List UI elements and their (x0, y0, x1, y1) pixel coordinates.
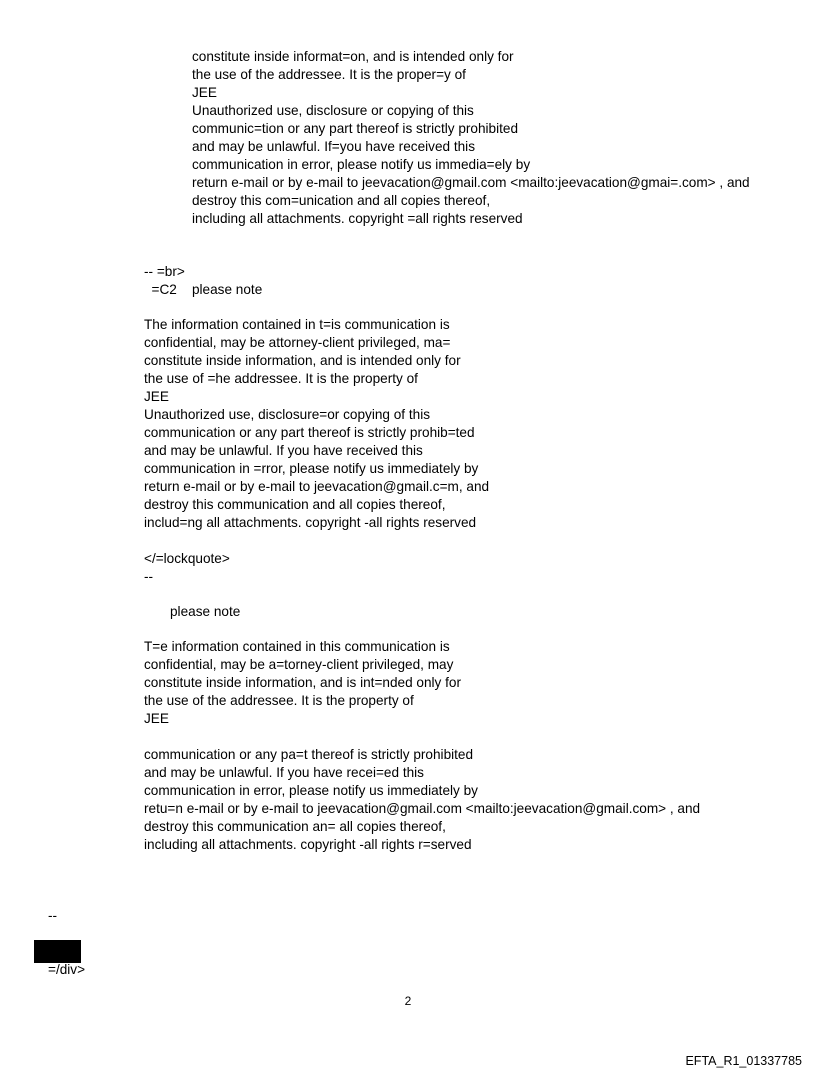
text-line: destroy this com=unication and all copies thereof, (192, 193, 491, 208)
text-line: JEE (144, 389, 169, 404)
please-note-heading (170, 603, 240, 621)
text-line: return e-mail or by e-mail to jeevacation@gmail.c=m, and (144, 479, 490, 494)
text-line: communic=tion or any part thereof is strictly prohibited (192, 121, 519, 136)
text-line: the use of =he addressee. It is the property of (144, 371, 418, 386)
blockquote-close (144, 550, 230, 586)
text-line: T=e information contained in this communication is (144, 639, 450, 654)
page-number: 2 (404, 994, 412, 1008)
text-line: JEE (144, 711, 169, 726)
text-line: Unauthorized use, disclosure=or copying of this (144, 407, 431, 422)
text-line: communication in error, please notify us immediately by (144, 783, 478, 798)
text-line: communication or any part thereof is strictly prohib=ted (144, 425, 475, 440)
text-line: please note (170, 604, 241, 619)
text-line: confidential, may be attorney-client privileged, ma= (144, 335, 451, 350)
text-line: constitute inside information, and is int=nded only for (144, 675, 461, 690)
text-line: communication in error, please notify us immedia=ely by (192, 157, 531, 172)
text-line: communication or any pa=t thereof is strictly prohibited (144, 747, 474, 762)
text-line: confidential, may be a=torney-client privileged, may (144, 657, 454, 672)
text-line: JEE (192, 85, 217, 100)
redaction-box (34, 940, 81, 963)
text-line: -- (144, 569, 154, 584)
text-line: and may be unlawful. If you have recei=ed this (144, 765, 424, 780)
document-id: EFTA_R1_01337785 (685, 1054, 802, 1068)
text-line: retu=n e-mail or by e-mail to jeevacation@gmail.com <mailto:jeevacation@gmail.com> , and (144, 801, 701, 816)
quoted-disclaimer-top (192, 48, 750, 228)
signature-separator (144, 263, 262, 299)
text-line: and may be unlawful. If you have received this (144, 443, 423, 458)
disclaimer-middle (144, 316, 489, 532)
text-line: the use of the addressee. It is the proper=y of (192, 67, 466, 82)
text-line: The information contained in t=is communication is (144, 317, 450, 332)
text-line: and may be unlawful. If=you have received this (192, 139, 475, 154)
disclaimer-bottom-part2 (144, 746, 700, 854)
text-line: -- =br> (144, 264, 185, 279)
text-line: return e-mail or by e-mail to jeevacation@gmail.com <mailto:jeevacation@gmai=.com> , and (192, 175, 750, 190)
text-line: destroy this communication an= all copies thereof, (144, 819, 446, 834)
div-close-text: =/div> (48, 962, 86, 977)
disclaimer-bottom-part1 (144, 638, 461, 728)
text-line: constitute inside information, and is intended only for (144, 353, 461, 368)
text-line: including all attachments. copyright -all rights r=served (144, 837, 472, 852)
text-line: constitute inside informat=on, and is intended only for (192, 49, 514, 64)
text-line: the use of the addressee. It is the property of (144, 693, 414, 708)
trailing-dash: -- (48, 908, 58, 923)
text-line: including all attachments. copyright =all rights reserved (192, 211, 523, 226)
text-line: includ=ng all attachments. copyright -all rights reserved (144, 515, 477, 530)
text-line: Unauthorized use, disclosure or copying of this (192, 103, 474, 118)
text-line: communication in =rror, please notify us immediately by (144, 461, 479, 476)
text-line: =C2 please note (144, 282, 263, 297)
text-line: destroy this communication and all copies thereof, (144, 497, 446, 512)
text-line: </=lockquote> (144, 551, 230, 566)
